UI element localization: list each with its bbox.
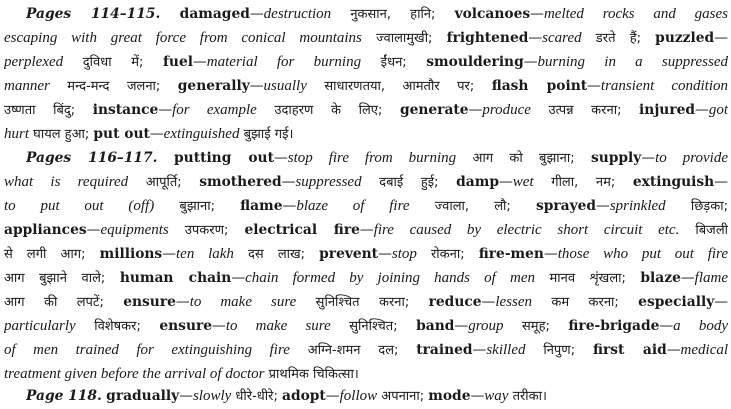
glossary-term: adopt	[282, 388, 326, 404]
glossary-term: band	[416, 318, 455, 334]
punctuation: —	[231, 270, 246, 286]
punctuation: —	[359, 222, 374, 238]
glossary-definition: melted rocks and gases	[543, 6, 728, 22]
glossary-term: especially	[638, 294, 715, 310]
hindi-meaning: धीरे-धीरे;	[231, 389, 282, 404]
glossary-term: generally	[177, 78, 250, 94]
punctuation	[160, 6, 179, 22]
glossary-term: frightened	[446, 30, 529, 46]
glossary-definition: to make sure	[225, 318, 331, 334]
glossary-term: smouldering	[426, 54, 524, 70]
hindi-meaning: आग की लपटें;	[4, 295, 124, 310]
hindi-meaning: ज्वाला, लौ;	[409, 199, 536, 214]
glossary-definition: lessen	[495, 294, 532, 310]
hindi-meaning: दुविधा में;	[63, 55, 163, 70]
glossary-definition: fire caused by electric short circuit etc.	[373, 222, 680, 238]
page-range-heading: Page 118.	[26, 388, 102, 404]
glossary-definition: blaze of fire	[296, 198, 410, 214]
glossary-term: prevent	[319, 246, 379, 262]
hindi-meaning: दबाई हुई;	[361, 175, 457, 190]
punctuation: —	[530, 6, 544, 22]
punctuation: —	[175, 294, 190, 310]
punctuation: —	[249, 6, 264, 22]
hindi-meaning: डरते हैं;	[581, 31, 656, 46]
punctuation: —	[281, 174, 296, 190]
glossary-definition: extinguished	[163, 126, 240, 142]
punctuation: —	[179, 388, 193, 404]
glossary-term: injured	[639, 102, 696, 118]
glossary-term: extinguish	[632, 174, 715, 190]
hindi-meaning: निपुण;	[525, 343, 593, 358]
hindi-meaning: ज्वालामुखी;	[361, 31, 447, 46]
glossary-term: generate	[399, 102, 469, 118]
glossary-line	[26, 146, 728, 170]
glossary-definition: escaping with great force from conical mountains	[4, 30, 362, 46]
punctuation: —	[212, 318, 226, 334]
hindi-meaning: रोकना;	[416, 247, 479, 262]
glossary-definition: burning in a suppressed	[537, 54, 728, 70]
page-range-heading: Pages 114–115.	[26, 6, 161, 22]
punctuation: —	[273, 150, 288, 166]
punctuation: —	[481, 294, 496, 310]
glossary-definition: produce	[482, 102, 531, 118]
glossary-term: blaze	[640, 270, 681, 286]
glossary-term: damaged	[179, 6, 250, 22]
punctuation: —	[472, 342, 487, 358]
glossary-definition: material for burning	[206, 54, 362, 70]
glossary-definition: particularly	[4, 318, 76, 334]
glossary-definition: to provide	[655, 150, 728, 166]
glossary-definition: suppressed	[295, 174, 362, 190]
hindi-meaning: समूह;	[503, 319, 569, 334]
punctuation: —	[714, 174, 728, 190]
punctuation: —	[468, 102, 483, 118]
glossary-definition: to make sure	[189, 294, 297, 310]
glossary-term: flash point	[491, 78, 588, 94]
punctuation: —	[543, 246, 558, 262]
hindi-meaning: अपनाना;	[377, 389, 429, 404]
glossary-term: electrical fire	[244, 222, 360, 238]
hindi-meaning: गीला, नम;	[533, 175, 633, 190]
glossary-definition: stop	[391, 246, 417, 262]
hindi-meaning: बुझाई गई।	[239, 127, 294, 142]
glossary-definition: chain formed by joining hands of men	[245, 270, 535, 286]
glossary-term: smothered	[199, 174, 282, 190]
glossary-definition: flame	[694, 270, 728, 286]
glossary-term: putting out	[174, 150, 274, 166]
hindi-meaning: घायल हुआ;	[29, 127, 94, 142]
glossary-term: appliances	[4, 222, 87, 238]
punctuation: —	[523, 54, 538, 70]
punctuation: —	[470, 388, 485, 404]
glossary-definition: slowly	[192, 388, 232, 404]
punctuation: —	[528, 30, 543, 46]
hindi-meaning: दस लाख;	[233, 247, 320, 262]
punctuation: —	[714, 30, 728, 46]
glossary-term: volcanoes	[454, 6, 531, 22]
hindi-meaning: तरीका।	[508, 389, 547, 404]
punctuation: —	[158, 102, 173, 118]
glossary-definition: perplexed	[4, 54, 64, 70]
hindi-meaning: बिजली	[679, 223, 728, 238]
hindi-meaning: कम करना;	[532, 295, 639, 310]
glossary-term: flame	[240, 198, 283, 214]
glossary-line	[4, 242, 728, 266]
hindi-meaning: उपकरण;	[168, 223, 245, 238]
glossary-definition: stop fire from burning	[287, 150, 457, 166]
punctuation: —	[192, 54, 207, 70]
glossary-term: first aid	[592, 342, 667, 358]
hindi-meaning: सुनिश्चित;	[330, 319, 417, 334]
glossary-definition: hurt	[4, 126, 30, 142]
glossary-term: fire-men	[478, 246, 544, 262]
glossary-definition: destruction	[263, 6, 332, 22]
glossary-definition: way	[484, 388, 509, 404]
glossary-line	[4, 74, 728, 98]
punctuation	[157, 150, 174, 166]
glossary-line	[4, 266, 728, 290]
glossary-line	[26, 384, 728, 408]
punctuation: —	[282, 198, 297, 214]
glossary-term: fire-brigade	[568, 318, 660, 334]
glossary-definition: what is required	[4, 174, 129, 190]
punctuation: —	[454, 318, 469, 334]
hindi-meaning: आग को बुझाना;	[456, 151, 591, 166]
hindi-meaning: विशेषकर;	[75, 319, 160, 334]
glossary-definition: medical	[680, 342, 728, 358]
glossary-definition: scared	[542, 30, 582, 46]
punctuation: —	[249, 78, 264, 94]
hindi-meaning: मानव शृंखला;	[534, 271, 641, 286]
hindi-meaning: उष्णता बिंदु;	[4, 103, 93, 118]
glossary-line	[4, 194, 728, 218]
glossary-definition: usually	[263, 78, 307, 94]
glossary-definition: equipments	[100, 222, 169, 238]
hindi-meaning: उदाहरण के लिए;	[256, 103, 400, 118]
glossary-definition: sprinkled	[609, 198, 666, 214]
glossary-line	[4, 122, 728, 146]
glossary-line	[4, 338, 728, 362]
punctuation: —	[659, 318, 674, 334]
glossary-line	[4, 314, 728, 338]
glossary-term: trained	[416, 342, 473, 358]
glossary-line	[26, 2, 728, 26]
glossary-term: sprayed	[535, 198, 597, 214]
hindi-meaning: आग बुझाने वाले;	[4, 271, 120, 286]
glossary-definition: wet	[512, 174, 534, 190]
glossary-definition: skilled	[486, 342, 526, 358]
glossary-definition: transient condition	[600, 78, 728, 94]
punctuation: —	[378, 246, 392, 262]
glossary-definition: group	[468, 318, 504, 334]
punctuation: —	[325, 388, 340, 404]
hindi-meaning: मन्द-मन्द जलना;	[49, 79, 178, 94]
glossary-definition: a body	[673, 318, 728, 334]
punctuation: —	[149, 126, 164, 142]
glossary-term: supply	[590, 150, 642, 166]
glossary-line	[4, 218, 728, 242]
hindi-meaning: आपूर्ति;	[128, 175, 200, 190]
glossary-line	[4, 362, 728, 386]
hindi-meaning: अग्नि-शमन दल;	[289, 343, 417, 358]
glossary-definition: for example	[172, 102, 257, 118]
glossary-term: fuel	[162, 54, 193, 70]
hindi-meaning: प्राथमिक चिकित्सा।	[264, 367, 359, 382]
page-range-heading: Pages 116–117.	[26, 150, 158, 166]
glossary-line	[4, 50, 728, 74]
hindi-meaning: छिड़का;	[665, 199, 728, 214]
punctuation: —	[86, 222, 101, 238]
glossary-term: damp	[456, 174, 499, 190]
punctuation: —	[680, 270, 695, 286]
glossary-line	[4, 290, 728, 314]
glossary-term: human chain	[119, 270, 232, 286]
hindi-meaning: ईंधन;	[361, 55, 427, 70]
punctuation: —	[714, 294, 728, 310]
glossary-term: ensure	[123, 294, 176, 310]
glossary-term: millions	[99, 246, 163, 262]
hindi-meaning: बुझाना;	[154, 199, 241, 214]
glossary-term: ensure	[159, 318, 213, 334]
glossary-definition: treatment given before the arrival of doctor	[4, 366, 265, 382]
punctuation: —	[666, 342, 681, 358]
glossary-definition: follow	[339, 388, 378, 404]
glossary-line	[4, 26, 728, 50]
glossary-term: gradually	[106, 388, 180, 404]
glossary-definition: of men trained for extinguishing fire	[4, 342, 290, 358]
glossary-term: reduce	[428, 294, 482, 310]
hindi-meaning: साधारणतया, आमतौर पर;	[306, 79, 492, 94]
glossary-term: put out	[93, 126, 150, 142]
glossary-definition: manner	[4, 78, 50, 94]
hindi-meaning: नुकसान, हानि;	[331, 7, 455, 22]
punctuation: —	[499, 174, 513, 190]
glossary-line	[4, 98, 728, 122]
glossary-term: instance	[92, 102, 159, 118]
hindi-meaning: सुनिश्चित करना;	[296, 295, 429, 310]
punctuation: —	[641, 150, 656, 166]
glossary-definition: those who put out fire	[557, 246, 728, 262]
hindi-meaning: उत्पन्न करना;	[530, 103, 640, 118]
punctuation: —	[587, 78, 601, 94]
punctuation: —	[596, 198, 610, 214]
punctuation: —	[695, 102, 709, 118]
glossary-definition: ten lakh	[176, 246, 234, 262]
hindi-meaning: से लगी आग;	[4, 247, 100, 262]
glossary-definition: to put out (off)	[4, 198, 155, 214]
glossary-definition: got	[708, 102, 728, 118]
glossary-term: puzzled	[655, 30, 715, 46]
glossary-term: mode	[428, 388, 471, 404]
glossary-line	[4, 170, 728, 194]
punctuation: —	[162, 246, 177, 262]
